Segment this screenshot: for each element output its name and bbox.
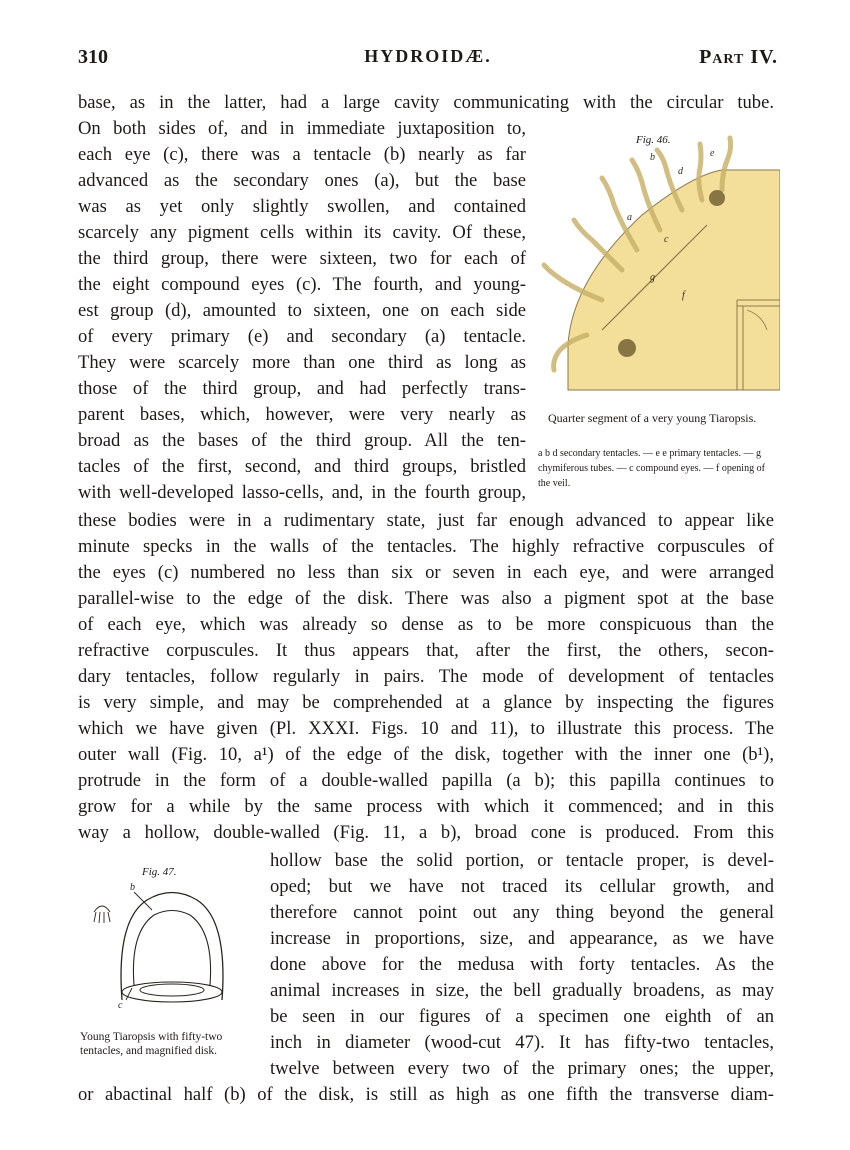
figure-46-label: Fig. 46.	[636, 134, 671, 146]
svg-text:e: e	[710, 148, 715, 159]
text-line: minute specks in the walls of the tentacles. The highly refractive corpuscules of	[78, 536, 774, 557]
svg-text:b: b	[650, 152, 655, 163]
page-number: 310	[78, 46, 108, 68]
text-line: therefore cannot point out any thing beyond the general	[270, 902, 774, 923]
text-line: dary tentacles, follow regularly in pairs. The mode of development of tentacles	[78, 666, 774, 687]
text-line: these bodies were in a rudimentary state, just far enough advanced to appear like	[78, 510, 774, 531]
text-line: advanced as the secondary ones (a), but the base	[78, 170, 526, 191]
figure-46	[532, 130, 780, 490]
text-line: the third group, there were sixteen, two for each of	[78, 248, 526, 269]
text-line: animal increases in size, the bell gradually broadens, as may	[270, 980, 774, 1001]
svg-text:c: c	[118, 1000, 123, 1011]
text-line: which we have given (Pl. XXXI. Figs. 10 and 11), to illustrate this process. The	[78, 718, 774, 739]
text-line: the eight compound eyes (c). The fourth, and young-	[78, 274, 526, 295]
text-line: base, as in the latter, had a large cavity communicating with the circular tube.	[78, 92, 774, 113]
text-line: refractive corpuscules. It thus appears that, after the first, the others, secon-	[78, 640, 774, 661]
text-line: parallel-wise to the edge of the disk. There was also a pigment spot at the base	[78, 588, 774, 609]
figure-46-key: a b d secondary tentacles. — e e primary tentacles. — g chymiferous tubes. — c compound eyes. — f opening of the veil.	[538, 448, 765, 489]
text-line: or abactinal half (b) of the disk, is still as high as one fifth the transverse diam-	[78, 1084, 774, 1105]
running-title: HYDROIDÆ.	[364, 46, 492, 66]
text-line: parent bases, which, however, were very nearly as	[78, 404, 526, 425]
text-line: tacles of the first, second, and third groups, bristled	[78, 456, 526, 477]
text-line: of each eye, which was already so dense as to be more conspicuous than the	[78, 614, 774, 635]
text-line: protrude in the form of a double-walled papilla (a b); this papilla continues to	[78, 770, 774, 791]
figure-47-label: Fig. 47.	[142, 866, 177, 878]
figure-47-caption: Young Tiaropsis with fifty-two tentacles, and magnified disk.	[80, 1031, 223, 1057]
text-line: broad as the bases of the third group. All the ten-	[78, 430, 526, 451]
svg-text:c: c	[664, 234, 669, 245]
svg-text:b: b	[130, 882, 135, 893]
text-line: was as yet only slightly swollen, and contained	[78, 196, 526, 217]
text-line: hollow base the solid portion, or tentacle proper, is devel-	[270, 850, 774, 871]
text-line: twelve between every two of the primary ones; the upper,	[270, 1058, 774, 1079]
text-line: done above for the medusa with forty tentacles. As the	[270, 954, 774, 975]
text-line: those of the third group, and had perfectly trans-	[78, 378, 526, 399]
text-line: est group (d), amounted to sixteen, one on each side	[78, 300, 526, 321]
text-line: with well-developed lasso-cells, and, in the fourth group,	[78, 482, 526, 503]
text-line: be seen in our figures of a specimen one eighth of an	[270, 1006, 774, 1027]
figure-46-illustration	[532, 130, 780, 405]
svg-text:d: d	[678, 166, 683, 177]
text-line: outer wall (Fig. 10, a¹) of the edge of the disk, together with the inner one (b¹),	[78, 744, 774, 765]
svg-text:g: g	[650, 272, 655, 283]
text-line: each eye (c), there was a tentacle (b) nearly as far	[78, 144, 526, 165]
text-line: They were scarcely more than one third as long as	[78, 352, 526, 373]
text-line: of every primary (e) and secondary (a) tentacle.	[78, 326, 526, 347]
text-line: grow for a while by the same process with which it commenced; and in this	[78, 796, 774, 817]
svg-text:a: a	[627, 212, 632, 223]
part-label: Part IV.	[699, 46, 778, 68]
text-line: inch in diameter (wood-cut 47). It has fifty-two tentacles,	[270, 1032, 774, 1053]
text-line: On both sides of, and in immediate juxtaposition to,	[78, 118, 526, 139]
text-line: oped; but we have not traced its cellular growth, and	[270, 876, 774, 897]
svg-text:f: f	[682, 290, 685, 301]
text-line: increase in proportions, size, and appearance, as we have	[270, 928, 774, 949]
text-line: the eyes (c) numbered no less than six or seven in each eye, and were arranged	[78, 562, 774, 583]
figure-47	[72, 860, 260, 1080]
figure-47-illustration	[72, 860, 260, 1025]
text-line: way a hollow, double-walled (Fig. 11, a b), broad cone is produced. From this	[78, 822, 774, 843]
text-line: scarcely any pigment cells within its cavity. Of these,	[78, 222, 526, 243]
running-head	[78, 46, 778, 74]
text-line: is very simple, and may be comprehended at a glance by inspecting the figures	[78, 692, 774, 713]
figure-46-caption: Quarter segment of a very young Tiaropsis.	[548, 411, 757, 425]
